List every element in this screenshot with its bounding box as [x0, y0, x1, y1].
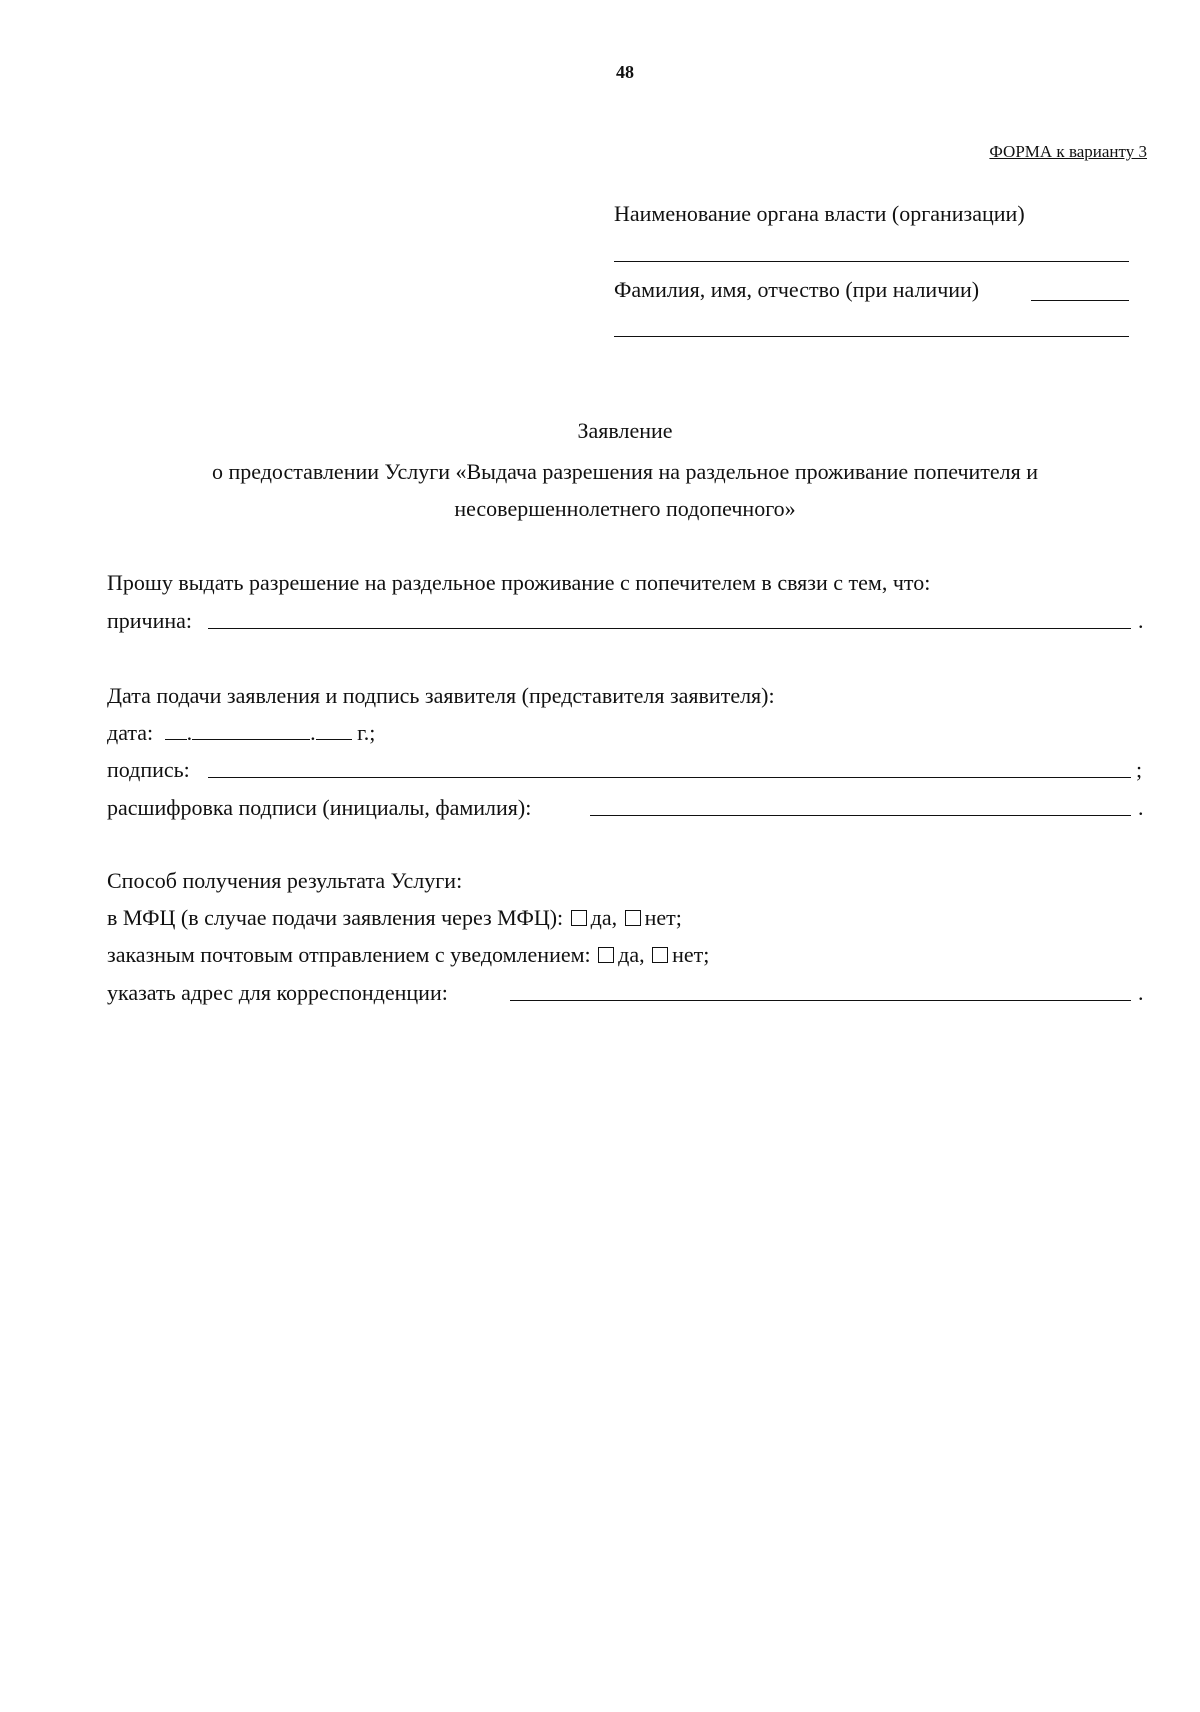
- receipt-mfc-yes-checkbox[interactable]: [571, 910, 587, 926]
- receipt-mail-row: [107, 942, 709, 968]
- date-year-input[interactable]: [316, 721, 352, 740]
- signature-decoding-end-mark: .: [1138, 795, 1144, 820]
- document-title: Заявление: [577, 418, 673, 443]
- address-label: указать адрес для корреспонденции:: [107, 980, 448, 1005]
- signing-heading: Дата подачи заявления и подпись заявителя (представителя заявителя):: [107, 683, 775, 708]
- reason-label: причина:: [107, 608, 193, 633]
- signature-decoding-input-line[interactable]: [590, 815, 1131, 816]
- authority-label: Наименование органа власти (организации): [614, 201, 1025, 226]
- receipt-mail-no-label: нет;: [672, 942, 710, 967]
- receipt-mfc-yes-label: да,: [590, 905, 618, 930]
- date-dot-1: .: [186, 720, 193, 745]
- page-number: 48: [616, 62, 634, 82]
- date-month-input[interactable]: [192, 721, 310, 740]
- signature-end-mark: ;: [1136, 757, 1143, 782]
- signature-label: подпись:: [107, 757, 190, 782]
- receipt-mail-no-checkbox[interactable]: [652, 947, 668, 963]
- signature-input-line[interactable]: [208, 777, 1131, 778]
- date-dot-2: .: [310, 720, 316, 745]
- full-name-input-line[interactable]: [1031, 300, 1129, 301]
- receipt-heading: Способ получения результата Услуги:: [107, 868, 463, 893]
- request-text: Прошу выдать разрешение на раздельное проживание с попечителем в связи с тем, что:: [107, 570, 931, 595]
- receipt-mfc-no-label: нет;: [644, 905, 682, 930]
- address-input-line[interactable]: [510, 1000, 1131, 1001]
- reason-end-mark: .: [1138, 608, 1144, 633]
- authority-input-line[interactable]: [614, 261, 1129, 262]
- reason-input-line[interactable]: [208, 628, 1131, 629]
- date-day-input[interactable]: [165, 721, 187, 740]
- full-name-label: Фамилия, имя, отчество (при наличии): [614, 277, 980, 302]
- document-subtitle-line-1: о предоставлении Услуги «Выдача разрешения на раздельное проживание попечителя и: [211, 459, 1039, 484]
- receipt-mail-label: заказным почтовым отправлением с уведомлением:: [107, 942, 591, 967]
- form-label: ФОРМА к варианту 3: [989, 142, 1147, 161]
- receipt-mail-yes-checkbox[interactable]: [598, 947, 614, 963]
- document-subtitle-line-2: несовершеннолетнего подопечного»: [454, 496, 796, 521]
- receipt-mfc-row: [107, 905, 682, 931]
- date-label: дата:: [107, 720, 154, 745]
- signature-decoding-label: расшифровка подписи (инициалы, фамилия):: [107, 795, 532, 820]
- receipt-mail-yes-label: да,: [618, 942, 645, 967]
- date-suffix: г.;: [357, 720, 376, 745]
- receipt-mfc-no-checkbox[interactable]: [625, 910, 641, 926]
- full-name-continuation-line[interactable]: [614, 336, 1129, 337]
- date-row: [107, 720, 375, 746]
- address-end-mark: .: [1138, 980, 1144, 1005]
- receipt-mfc-label: в МФЦ (в случае подачи заявления через МФЦ):: [107, 905, 564, 930]
